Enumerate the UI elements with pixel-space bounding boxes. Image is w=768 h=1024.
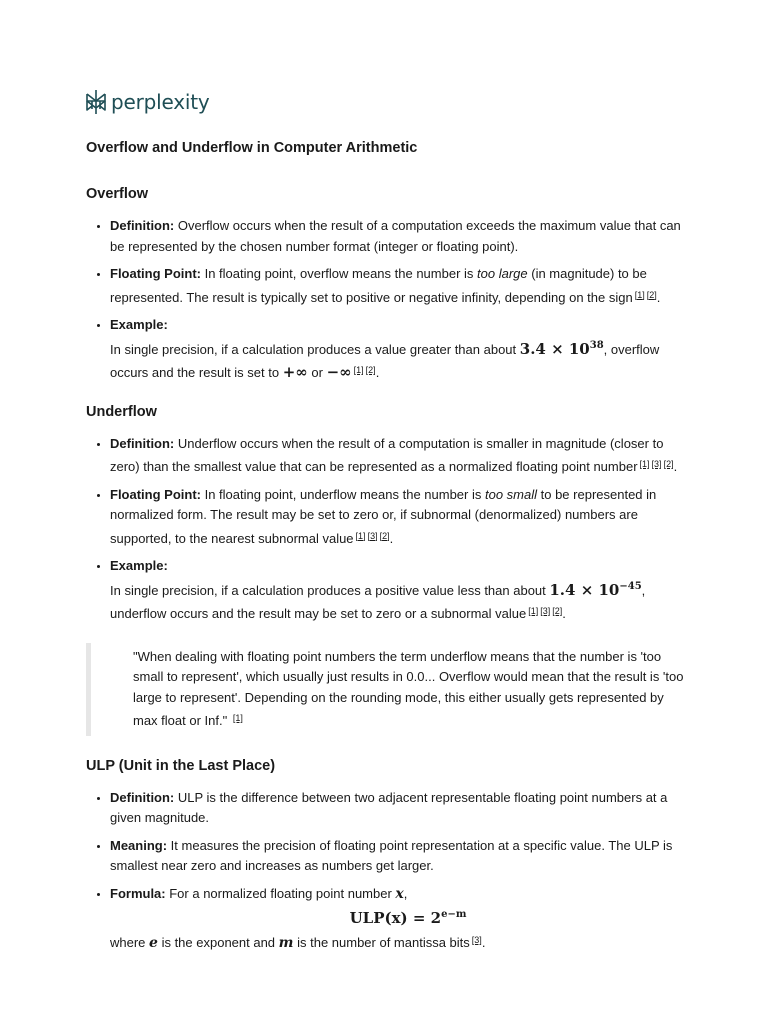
citation-link[interactable]: [1]: [353, 365, 364, 375]
citation-link[interactable]: [1]: [634, 289, 645, 300]
list-item: • Example: In single precision, if a calculation produces a positive value less than about $1.4 \times 10^{-45}$, underflow occurs and the result may be set to zero or a subnormal value [1] [3] [2].: [110, 556, 686, 625]
list-item: • Formula: For a normalized floating point number x, $ULP(x) = 2^{e-m}$ where e is the exponent and m is the number of mantissa bits [3].: [110, 884, 686, 954]
citation-link[interactable]: [2]: [379, 530, 390, 541]
quote-block: "When dealing with floating point numbers the term underflow means that the number is 'too small to represent', which usually just results in 0.0... Overflow would mean that the result is 'too large to represent'. Depending on the rounding mode, this either usually gets represented by max float or Inf." [1]: [86, 643, 686, 736]
list-item: • Floating Point: In floating point, overflow means the number is too large (in magnitude) to be represented. The result is typically set to positive or negative infinity, depending on the sign [1] [2].: [110, 264, 686, 308]
answer-content: [86, 138, 686, 972]
math-expression: $3.4 \times 10^{38}$: [519, 339, 604, 358]
citation-link[interactable]: [2]: [552, 606, 563, 616]
citation-link[interactable]: [3]: [471, 935, 482, 945]
citation-link[interactable]: [3]: [367, 530, 378, 541]
list-item: • Meaning: It measures the precision of floating point representation at a specific value. The ULP is smallest near zero and increases as numbers get larger.: [110, 836, 686, 877]
ulp-formula: $ULP(x) = 2^{e-m}$: [349, 909, 467, 927]
list-item: • Definition: Overflow occurs when the result of a computation exceeds the maximum value that can be represented by the chosen number format (integer or floating point).: [110, 216, 686, 257]
citation-link[interactable]: [3]: [540, 606, 551, 616]
citation-link[interactable]: [1]: [355, 530, 366, 541]
underflow-heading: Underflow: [86, 403, 157, 420]
brand-name: perplexity: [111, 90, 210, 114]
overflow-heading: Overflow: [86, 186, 149, 202]
math-expression: $1.4 \times 10^{-45}$: [549, 580, 642, 599]
citation-link[interactable]: [2]: [663, 459, 674, 469]
list-item: • Example: In single precision, if a calculation produces a value greater than about $3.4 \times 10^{38}$, overflow occurs and the result is set to +∞ or −∞ [1] [2].: [110, 315, 686, 384]
list-item: • Floating Point: In floating point, underflow means the number is too small to be represented in normalized form. The result may be set to zero or, if subnormal (denormalized) numbers are supported, to the nearest subnormal value [1] [3] [2].: [110, 485, 686, 550]
math-expression: −∞: [326, 363, 352, 381]
citation-link[interactable]: [2]: [365, 365, 376, 375]
citation-link[interactable]: [1]: [528, 606, 539, 616]
ulp-list: [86, 788, 686, 954]
overflow-list: [86, 216, 686, 384]
math-variable: e: [149, 935, 158, 951]
citation-link[interactable]: [1]: [639, 459, 650, 469]
list-item: • Definition: Underflow occurs when the result of a computation is smaller in magnitude (closer to zero) than the smallest value that can be represented as a normalized floating point number [1] [3] [2].: [110, 434, 686, 478]
math-variable: m: [278, 935, 294, 951]
page-title: Overflow and Underflow in Computer Arithmetic: [86, 140, 418, 156]
list-item: • Definition: ULP is the difference between two adjacent representable floating point numbers at a given magnitude.: [110, 788, 686, 829]
perplexity-logo-icon: [85, 89, 107, 115]
citation-link[interactable]: [2]: [646, 289, 657, 300]
math-expression: +∞: [282, 363, 308, 381]
math-variable: x: [395, 885, 404, 902]
perplexity-logo[interactable]: [85, 89, 210, 115]
citation-link[interactable]: [1]: [232, 713, 243, 723]
underflow-list: [86, 434, 686, 625]
ulp-heading: ULP (Unit in the Last Place): [86, 757, 276, 774]
citation-link[interactable]: [3]: [651, 459, 662, 469]
